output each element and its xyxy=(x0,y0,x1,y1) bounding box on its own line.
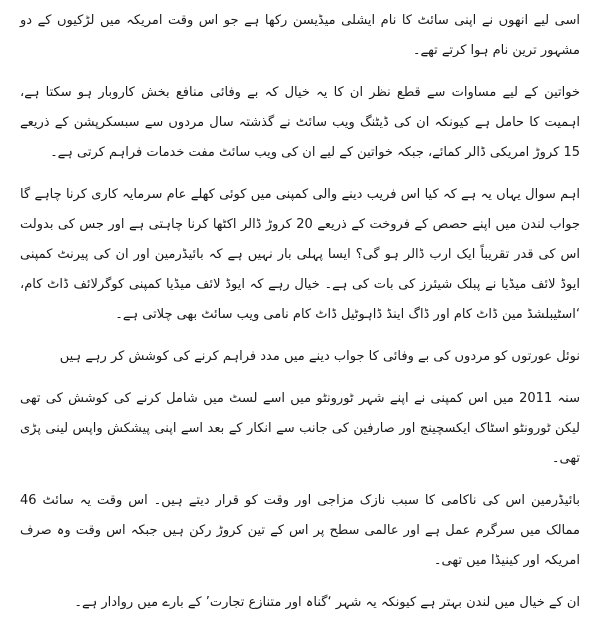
paragraph-7: ان کے خیال میں لندن بہتر ہے کیونکہ یہ شہر ‘گناہ اور متنازع تجارت’ کے بارے میں روادار ہے۔ xyxy=(74,595,580,610)
paragraph-1: اسی لیے انھوں نے اپنی سائٹ کا نام ایشلی میڈیسن رکھا ہے جو اس وقت امریکہ میں لڑکیوں کے دو مشہور ترین نام ہوا کرتے تھے۔ xyxy=(20,13,580,58)
paragraph-2: خواتین کے لیے مساوات سے قطع نظر ان کا یہ خیال کہ بے وفائی منافع بخش کاروبار ہو سکتا ہے، اہمیت کا حامل ہے کیونکہ ان کی ڈیٹنگ ویب سائٹ نے گذشتہ سال مردوں سے سبسکرپشن کے ذریعے 15 کروڑ امریکی ڈالر کمائے، جبکہ خواتین کے لیے ان کی ویب سائٹ مفت خدمات فراہم کرتی ہے۔ xyxy=(20,85,580,160)
paragraph-5: سنہ 2011 میں اس کمپنی نے اپنے شہر ٹورونٹو میں اسے لسٹ میں شامل کرنے کی کوشش کی تھی لیکن ٹورونٹو اسٹاک ایکسچینج اور صارفین کی جانب سے انکار کے بعد اسے اپنی پیشکش واپس لینی پڑی تھی۔ xyxy=(20,391,580,466)
paragraph-3: اہم سوال یہاں یہ ہے کہ کیا اس فریب دینے والی کمپنی میں کوئی کھلے عام سرمایہ کاری کرنا چاہے گا جواب لندن میں اپنے حصص کے فروخت کے ذریعے 20 کروڑ ڈالر اکٹھا کرنا چاہتی ہے اور جس کی بدولت اس کی قدر تقریباً ایک ارب ڈالر ہو گی؟ ایسا پہلی بار نہیں ہے کہ بائیڈرمین اور ان کی پیرنٹ کمپنی ایوڈ لائف میڈیا نے پبلک شیئرز کی بات کی ہے۔ خیال رہے کہ ایوڈ لائف میڈیا کمپنی کوگرلائف ڈاٹ کام، ‘اسٹیبلشڈ مین ڈاٹ کام اور ڈاگ اینڈ ڈاہوٹیل ڈاٹ کام نامی ویب سائٹ بھی چلاتی ہے۔ xyxy=(20,187,580,322)
paragraph-4: نوئل عورتوں کو مردوں کی بے وفائی کا جواب دینے میں مدد فراہم کرنے کی کوشش کر رہے ہیں xyxy=(59,349,580,364)
paragraph-6: بائیڈرمین اس کی ناکامی کا سبب نازک مزاجی اور وقت کو قرار دیتے ہیں۔ اس وقت یہ سائٹ 46 ممالک میں سرگرم عمل ہے اور عالمی سطح پر اس کے تین کروڑ رکن ہیں جبکہ اس وقت وہ صرف امریکہ اور کینیڈا میں تھی۔ xyxy=(20,493,580,568)
